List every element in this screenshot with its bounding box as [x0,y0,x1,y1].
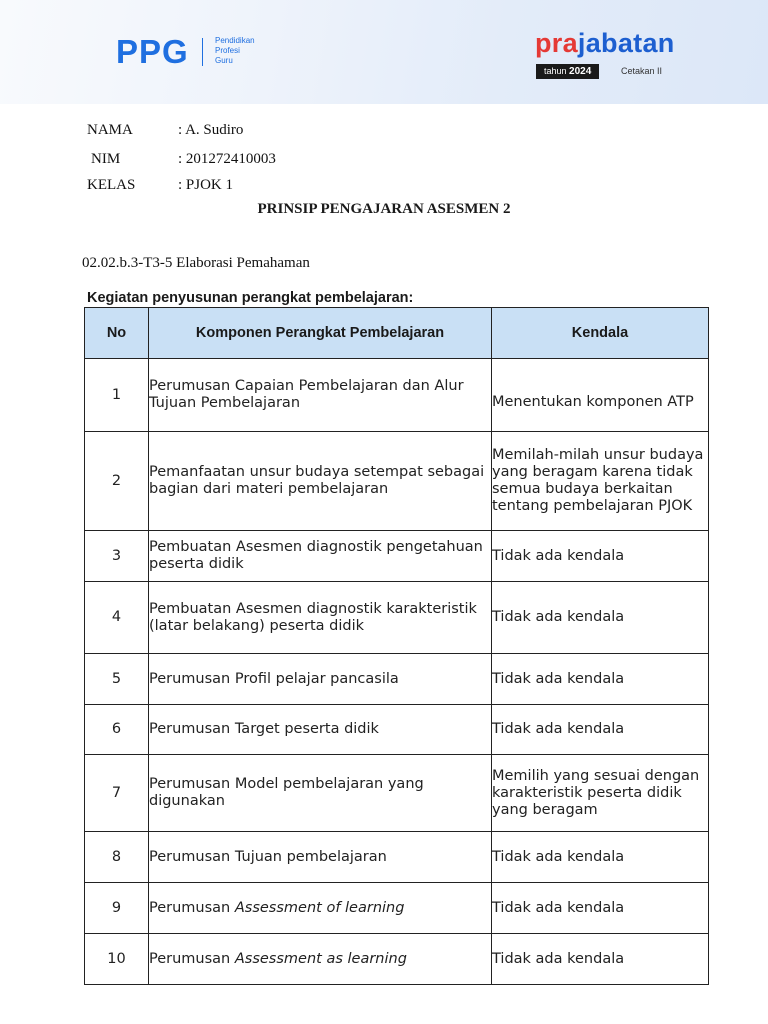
tahun-label: tahun [544,66,567,76]
ppg-sub-line: Profesi [215,46,240,55]
row-number: 3 [85,531,149,582]
row-kendala: Tidak ada kendala [492,654,709,705]
ppg-sub-line: Guru [215,56,233,65]
row-number: 1 [85,359,149,432]
row-number: 7 [85,755,149,832]
table-row [85,705,709,755]
row-number: 6 [85,705,149,755]
tahun-year: 2024 [569,66,592,77]
row-kendala-text: Menentukan komponen ATP [492,393,694,410]
row-kendala [492,359,709,432]
row-komponen: Perumusan Target peserta didik [149,705,492,755]
table-row [85,755,709,832]
nama-value: : A. Sudiro [178,122,244,138]
table-row [85,934,709,985]
row-komponen: Pemanfaatan unsur budaya setempat sebagai bagian dari materi pembelajaran [149,432,492,531]
row-komponen-text: Perumusan [149,950,235,967]
row-kendala: Tidak ada kendala [492,705,709,755]
table-row [85,654,709,705]
row-number: 8 [85,832,149,883]
row-komponen: Pembuatan Asesmen diagnostik pengetahuan peserta didik [149,531,492,582]
row-number: 4 [85,582,149,654]
header-komponen: Komponen Perangkat Pembelajaran [149,308,492,359]
nim-value: : 201272410003 [178,151,276,167]
table-header-row [85,308,709,359]
logo-divider [202,38,203,66]
row-kendala: Tidak ada kendala [492,832,709,883]
prajabatan-logo-red: pra [535,28,578,58]
ppg-subtitle [215,36,255,66]
row-kendala: Tidak ada kendala [492,531,709,582]
nama-label: NAMA [87,122,133,138]
row-number: 5 [85,654,149,705]
table-row [85,432,709,531]
row-komponen: Perumusan Model pembelajaran yang digunakan [149,755,492,832]
row-komponen: Pembuatan Asesmen diagnostik karakteristik (latar belakang) peserta didik [149,582,492,654]
row-komponen [149,883,492,934]
row-komponen-italic: Assessment as learning [234,950,407,967]
row-komponen: Perumusan Profil pelajar pancasila [149,654,492,705]
header-no: No [85,308,149,359]
nim-label: NIM [91,151,121,167]
table-row [85,359,709,432]
activity-code: 02.02.b.3-T3-5 Elaborasi Pemahaman [82,255,310,271]
prajabatan-logo [535,27,675,59]
kelas-label: KELAS [87,177,136,193]
tahun-badge [536,64,599,79]
table-row [85,531,709,582]
row-kendala: Memilih yang sesuai dengan karakteristik peserta didik yang beragam [492,755,709,832]
row-number: 2 [85,432,149,531]
row-number: 10 [85,934,149,985]
prajabatan-logo-blue: jabatan [577,28,675,58]
kelas-value: : PJOK 1 [178,177,234,193]
row-number: 9 [85,883,149,934]
header-kendala: Kendala [492,308,709,359]
row-komponen: Perumusan Capaian Pembelajaran dan Alur Tujuan Pembelajaran [149,359,492,432]
row-kendala: Memilah-milah unsur budaya yang beragam karena tidak semua budaya berkaitan tentang pembelajaran PJOK [492,432,709,531]
document-title: PRINSIP PENGAJARAN ASESMEN 2 [257,201,511,217]
section-heading: Kegiatan penyusunan perangkat pembelajaran: [87,290,414,306]
cetakan-label: Cetakan II [621,66,663,76]
table-row [85,582,709,654]
row-komponen-italic: Assessment of learning [234,899,405,916]
row-komponen: Perumusan Tujuan pembelajaran [149,832,492,883]
ppg-logo: PPG [116,33,189,70]
components-table [84,307,709,985]
row-komponen [149,934,492,985]
row-kendala: Tidak ada kendala [492,883,709,934]
header-banner [0,0,768,104]
row-komponen-text: Perumusan [149,899,235,916]
row-kendala: Tidak ada kendala [492,934,709,985]
table-row [85,883,709,934]
ppg-sub-line: Pendidikan [215,36,255,45]
row-kendala: Tidak ada kendala [492,582,709,654]
table-row [85,832,709,883]
